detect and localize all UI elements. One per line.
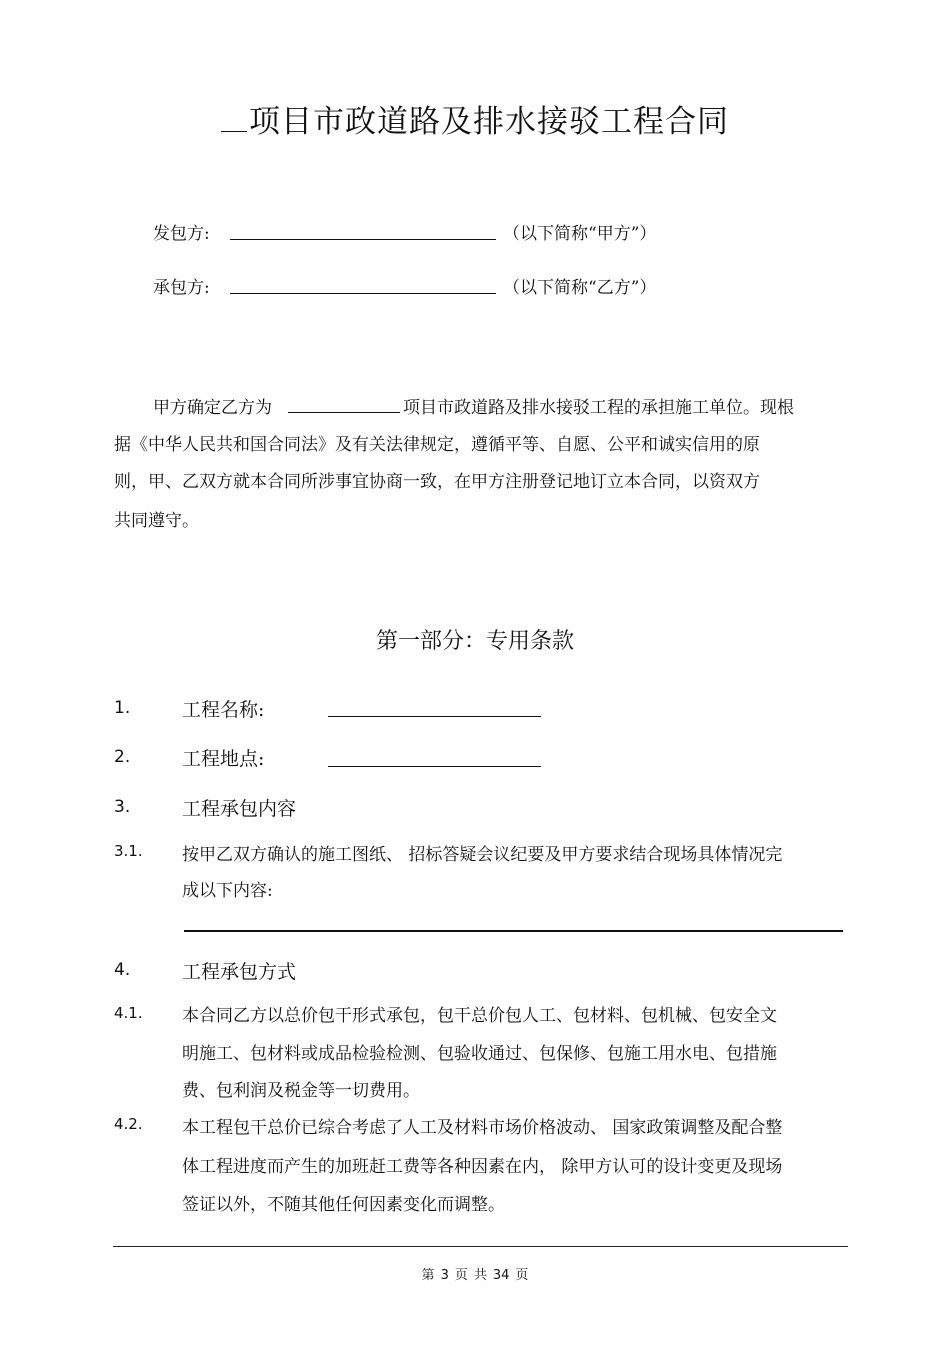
- footer-rule: [113, 1246, 848, 1247]
- item-4-2-line2: 体工程进度而产生的加班赶工费等各种因素在内， 除甲方认可的设计变更及现场: [182, 1157, 783, 1177]
- item-4-2-line1: 本工程包干总价已综合考虑了人工及材料市场价格波动、 国家政策调整及配合整: [182, 1118, 783, 1138]
- section-title: 第一部分：专用条款: [375, 629, 574, 654]
- page-footer: 第 3 页 共 34 页: [421, 1268, 529, 1283]
- party-b-note: （以下简称“乙方”）: [503, 278, 657, 298]
- party-b-label: 承包方:: [153, 278, 210, 298]
- intro-line4: 共同遵守。: [114, 511, 199, 531]
- item-1-label: 工程名称:: [182, 699, 265, 721]
- document-title: 项目市政道路及排水接驳工程合同: [0, 96, 950, 141]
- item-4-label: 工程承包方式: [182, 961, 297, 983]
- intro-line1-a: 甲方确定乙方为: [153, 398, 272, 418]
- item-1-number: 1.: [114, 698, 131, 718]
- party-b-blank: [230, 293, 496, 294]
- item-4-2-number: 4.2.: [114, 1115, 143, 1133]
- item-2-label: 工程地点:: [182, 748, 265, 770]
- item-4-1-line3: 费、包利润及税金等一切费用。: [182, 1081, 420, 1101]
- item-2-number: 2.: [114, 747, 131, 767]
- item-2-blank: [328, 766, 541, 767]
- item-3-1-content-blank: [184, 930, 843, 932]
- intro-line3: 则，甲、乙双方就本合同所涉事宜协商一致，在甲方注册登记地订立本合同，以资双方: [114, 472, 760, 492]
- item-4-2-line3: 签证以外，不随其他任何因素变化而调整。: [182, 1195, 505, 1215]
- intro-contractor-blank: [288, 412, 400, 413]
- party-a-note: （以下简称“甲方”）: [503, 224, 657, 244]
- intro-line1-b: 项目市政道路及排水接驳工程的承担施工单位。现根: [403, 398, 794, 418]
- item-4-1-line1: 本合同乙方以总价包干形式承包，包干总价包人工、包材料、包机械、包安全文: [182, 1006, 777, 1026]
- total-page-count: 34: [492, 1268, 510, 1283]
- item-3-number: 3.: [114, 797, 131, 817]
- item-3-label: 工程承包内容: [182, 798, 297, 820]
- item-3-1-line1: 按甲乙双方确认的施工图纸、 招标答疑会议纪要及甲方要求结合现场具体情况完: [182, 845, 783, 865]
- title-blank-line: [221, 103, 247, 132]
- item-4-1-number: 4.1.: [114, 1004, 143, 1022]
- party-a-label: 发包方:: [153, 224, 210, 244]
- item-4-1-line2: 明施工、包材料或成品检验检测、包验收通过、包保修、包施工用水电、包措施: [182, 1044, 777, 1064]
- item-3-1-number: 3.1.: [114, 842, 143, 860]
- intro-line2: 据《中华人民共和国合同法》及有关法律规定，遵循平等、自愿、公平和诚实信用的原: [114, 435, 760, 455]
- item-1-blank: [328, 716, 541, 717]
- item-4-number: 4.: [114, 960, 131, 980]
- item-3-1-line2: 成以下内容:: [182, 881, 273, 901]
- current-page-number: 3: [440, 1268, 449, 1283]
- party-a-blank: [230, 239, 496, 240]
